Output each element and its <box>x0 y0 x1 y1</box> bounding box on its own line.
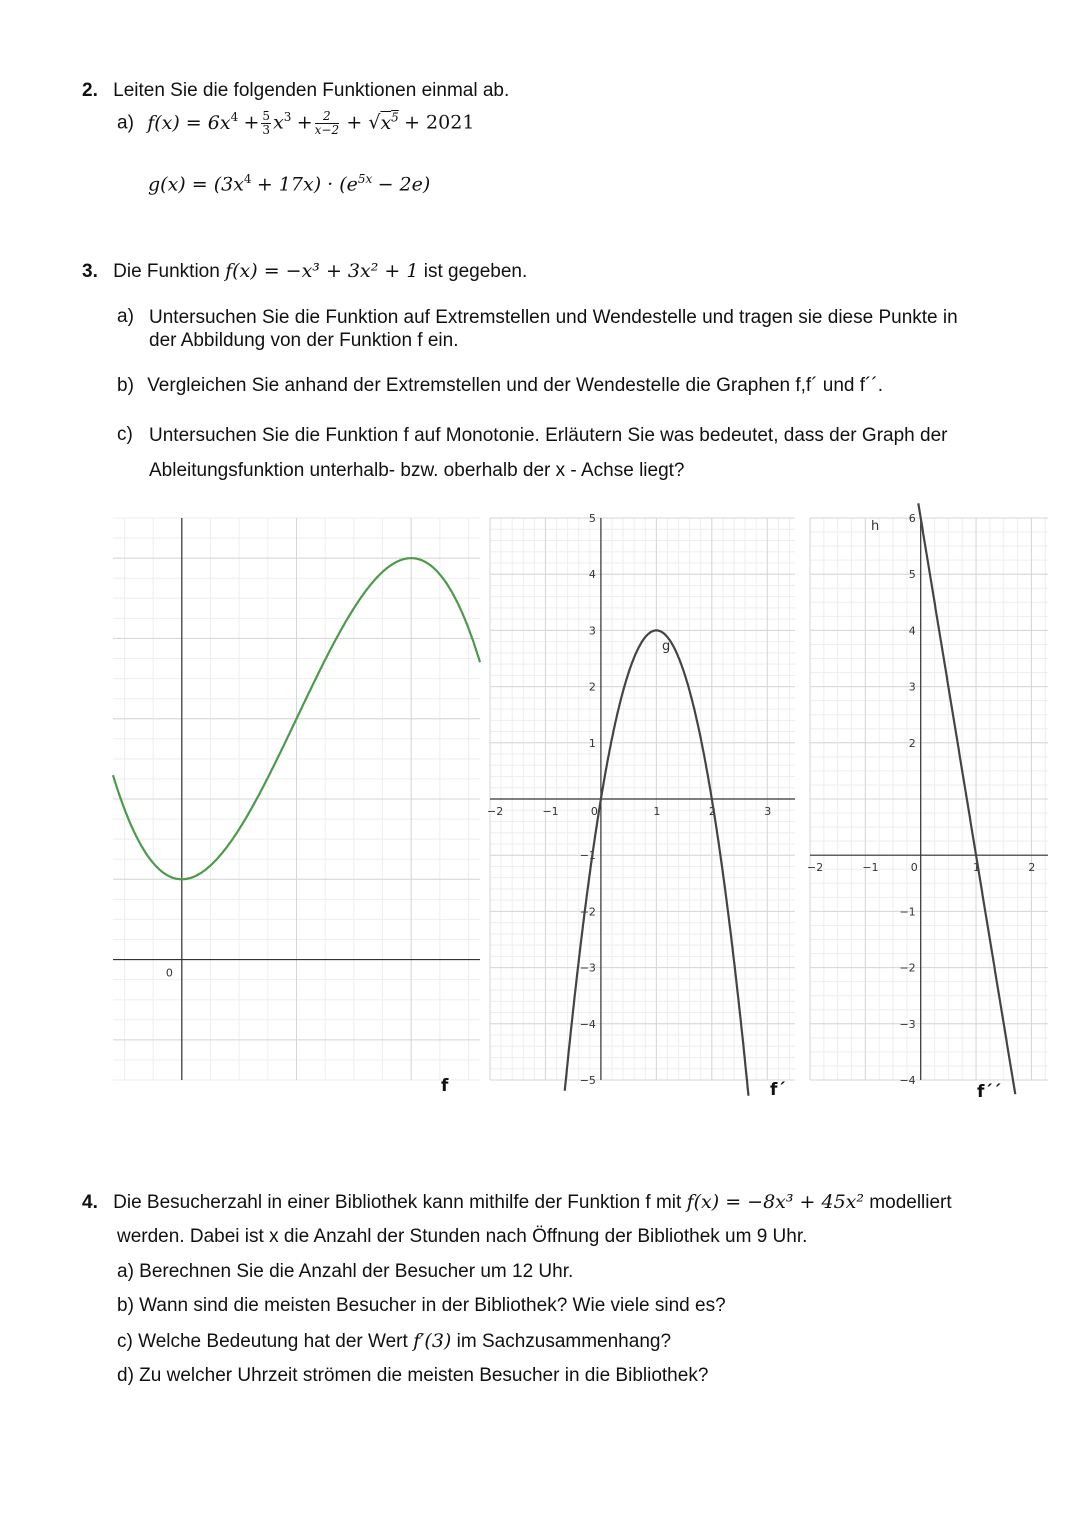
y-tick-label: 4 <box>908 624 916 638</box>
task3-c-label: c) <box>117 424 133 445</box>
task3-c-line1: Untersuchen Sie die Funktion f auf Monotonie. Erläutern Sie was bedeutet, dass der Graph der <box>149 425 948 446</box>
task4-line1 <box>82 1191 952 1214</box>
g-exp: 5x <box>357 172 373 186</box>
curve-name-label: g <box>662 639 671 654</box>
root-x: x <box>380 111 392 134</box>
y-tick-label: −2 <box>899 961 916 975</box>
x-tick-label: −1 <box>862 861 879 875</box>
frac2-num: 2 <box>315 110 339 124</box>
task4-a: a) Berechnen Sie die Anzahl der Besucher um 12 Uhr. <box>117 1261 574 1282</box>
function-label: f <box>441 1076 449 1096</box>
f-lhs: f(x) = 6x <box>147 111 231 134</box>
y-tick-label: 2 <box>908 736 916 750</box>
task3-a-label: a) <box>117 306 134 327</box>
task3-function: f(x) = −x³ + 3x² + 1 <box>225 260 419 282</box>
task3-intro-a: Die Funktion <box>113 261 220 282</box>
task4-function: f(x) = −8x³ + 45x² <box>686 1191 865 1213</box>
x-tick-label: 2 <box>708 805 716 818</box>
plus3-root: + √ <box>346 111 381 134</box>
plus2: + <box>296 111 313 134</box>
function-label: f´ <box>770 1080 786 1100</box>
task3-b-text: Vergleichen Sie anhand der Extremstellen und der Wendestelle die Graphen f,f´ und f´´. <box>147 375 883 396</box>
x-tick-label: 1 <box>653 805 661 818</box>
y-tick-label: −1 <box>579 849 596 863</box>
y-tick-label: −2 <box>579 905 596 919</box>
task4-c-a: c) Welche Bedeutung hat der Wert <box>117 1331 408 1352</box>
x-tick-label: 0 <box>910 861 918 875</box>
y-tick-label: −5 <box>579 1074 596 1087</box>
x-tick-label: 3 <box>764 805 772 818</box>
y-tick-label: −4 <box>579 1017 596 1031</box>
task4-line1a: Die Besucherzahl in einer Bibliothek kann mithilfe der Funktion f mit <box>113 1192 682 1213</box>
g-tail: − 2e) <box>377 173 431 196</box>
y-tick-label: 6 <box>908 512 916 525</box>
task2-number: 2. <box>82 80 98 101</box>
task3-intro-b: ist gegeben. <box>423 261 528 282</box>
y-tick-label: −3 <box>579 961 596 975</box>
x-tick-label: 0 <box>590 805 598 818</box>
root-exp: 5 <box>391 110 399 125</box>
graph-f-prime <box>487 512 795 1100</box>
f-exp3: 3 <box>283 110 292 125</box>
task4-c-math: f′(3) <box>413 1330 452 1352</box>
frac2-den: x−2 <box>314 123 340 137</box>
y-tick-label: −1 <box>899 905 916 919</box>
task3-a-line1: Untersuchen Sie die Funktion auf Extremstellen und Wendestelle und tragen sie diese Punkte in <box>149 307 958 328</box>
function-label: f´´ <box>977 1082 1002 1102</box>
f-x3: x <box>273 111 284 134</box>
f-exp4: 4 <box>230 110 239 125</box>
plus1: + <box>243 111 260 134</box>
x-tick-label: −1 <box>542 805 559 818</box>
task4-d: d) Zu welcher Uhrzeit strömen die meisten Besucher in die Bibliothek? <box>117 1365 709 1386</box>
task4-line2: werden. Dabei ist x die Anzahl der Stunden nach Öffnung der Bibliothek um 9 Uhr. <box>117 1226 808 1247</box>
g-lhs: g(x) = (3x <box>148 173 244 196</box>
task4-b: b) Wann sind die meisten Besucher in der Bibliothek? Wie viele sind es? <box>117 1295 726 1316</box>
f-tail: + 2021 <box>404 111 475 134</box>
frac-num: 5 <box>262 109 271 123</box>
y-tick-label: −3 <box>899 1017 916 1031</box>
task4-line1b: modelliert <box>869 1192 952 1213</box>
origin-label: 0 <box>165 966 173 980</box>
task4-number: 4. <box>82 1192 98 1213</box>
x-tick-label: 1 <box>973 861 981 875</box>
curve-name-label: h <box>871 519 880 534</box>
task3-a-line2: der Abbildung von der Funktion f ein. <box>149 330 459 351</box>
y-tick-label: 1 <box>588 736 596 750</box>
task4-c <box>117 1330 671 1353</box>
graph-f-double-prime <box>807 503 1048 1102</box>
x-tick-label: −2 <box>807 861 824 875</box>
task3-number: 3. <box>82 261 98 282</box>
task2-part-a-label: a) <box>117 112 134 134</box>
task3-b-label: b) <box>117 375 134 396</box>
graph-f <box>113 518 480 1096</box>
task3-c-line2: Ableitungsfunktion unterhalb- bzw. oberhalb der x - Achse liegt? <box>149 460 685 481</box>
g-mid: + 17x) · (e <box>256 173 358 196</box>
y-tick-label: 3 <box>908 680 916 694</box>
task2-text: Leiten Sie die folgenden Funktionen einmal ab. <box>113 80 510 101</box>
y-tick-label: 4 <box>588 568 596 582</box>
y-tick-label: −4 <box>899 1074 916 1087</box>
x-tick-label: 2 <box>1028 861 1036 875</box>
y-tick-label: 2 <box>588 680 596 694</box>
y-tick-label: 3 <box>588 624 596 638</box>
task4-c-b: im Sachzusammenhang? <box>456 1331 672 1352</box>
g-exp4: 4 <box>243 172 252 186</box>
x-tick-label: −2 <box>487 805 504 818</box>
y-tick-label: 5 <box>908 568 916 582</box>
frac-den: 3 <box>262 123 271 137</box>
y-tick-label: 5 <box>588 512 596 525</box>
